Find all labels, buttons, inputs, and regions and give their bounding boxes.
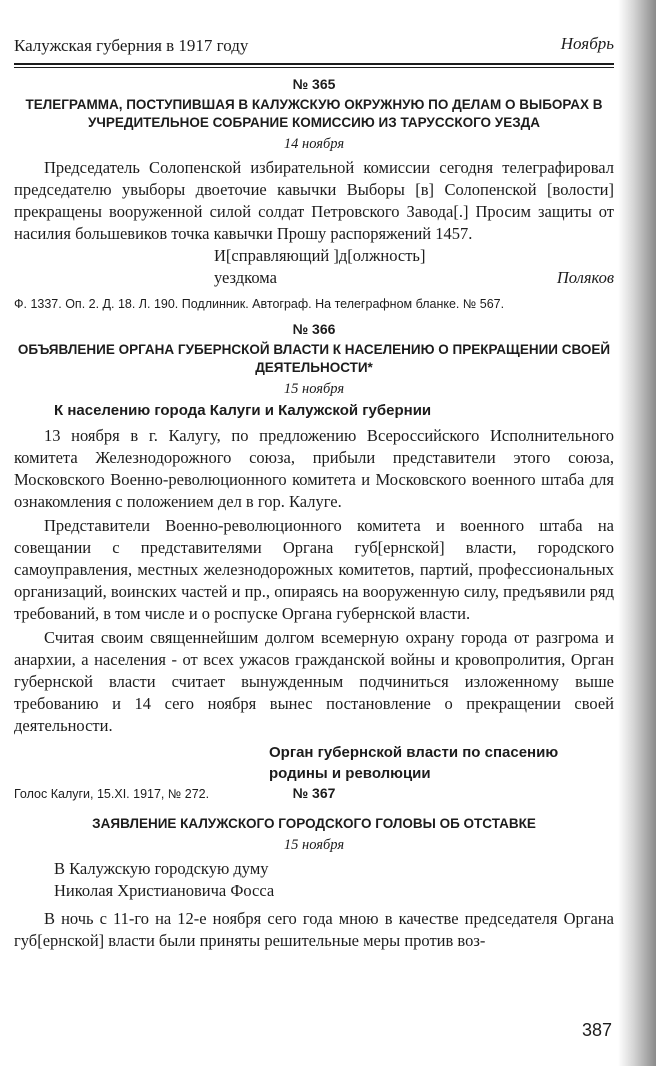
doc-title: ЗАЯВЛЕНИЕ КАЛУЖСКОГО ГОРОДСКОГО ГОЛОВЫ ОБ ОТСТАВКЕ [92, 816, 536, 831]
doc-paragraph: 13 ноября в г. Калугу, по предложению Всероссийского Исполнительного комитета Железнодорожного союза, прибыли представители этого союза, Московского Военно-революционного комитета и Московского военного штаба для ознакомления с положением дел в гор. Калуге. [14, 426, 614, 511]
archive-reference: Ф. 1337. Оп. 2. Д. 18. Л. 190. Подлинник. Автограф. На телеграфном бланке. № 567. [14, 297, 505, 311]
doc-number: № 366 [292, 321, 336, 337]
doc-number: № 365 [292, 76, 336, 92]
doc-paragraph: В ночь с 11-го на 12-е ноября сего года мною в качестве председателя Органа губ[ернской] власти были приняты решительные меры против воз- [14, 909, 614, 950]
running-title: Калужская губерния в 1917 году [14, 36, 249, 55]
facing-page-edge [618, 0, 656, 1066]
header-rule [14, 63, 614, 65]
signer-line: Орган губернской власти по спасению [269, 744, 559, 761]
doc-date: 15 ноября [283, 381, 345, 397]
doc-paragraph: Представители Военно-революционного комитета и военного штаба на совещании с представителями Органа губ[ернской] власти, городского самоуправления, местных железнодорожных комитетов, партий, профессиональных организаций, воинских частей и пр., опираясь на вооруженную силу, предъявили ряд требований, в том числе и о роспуске Органа губернской власти. [14, 516, 614, 623]
doc-paragraph: Считая своим священнейшим долгом всемерную охрану города от разгрома и анархии, а населения - от всех ужасов гражданской войны и кровопролития, Орган губернской власти считает вынужденным подчиниться изложенному выше требованию и 14 сего ноября вынес постановление о прекращении своей деятельности. [14, 628, 614, 735]
signature-title: И[справляющий ]д[олжность] [214, 246, 426, 265]
signature-org: уездкома [214, 268, 277, 287]
archive-reference: Голос Калуги, 15.XI. 1917, № 272. [14, 787, 210, 801]
doc-title: ОБЪЯВЛЕНИЕ ОРГАНА ГУБЕРНСКОЙ ВЛАСТИ К НАСЕЛЕНИЮ О ПРЕКРАЩЕНИИ СВОЕЙ ДЕЯТЕЛЬНОСТИ* [17, 342, 611, 375]
signature-name: Поляков [556, 268, 614, 287]
running-month: Ноябрь [560, 34, 614, 53]
doc-addressee: К населению города Калуги и Калужской губернии [54, 402, 432, 419]
doc-title: ТЕЛЕГРАММА, ПОСТУПИВШАЯ В КАЛУЖСКУЮ ОКРУЖНУЮ ПО ДЕЛАМ О ВЫБОРАХ В УЧРЕДИТЕЛЬНОЕ СОБРАНИЕ КОМИССИЮ ИЗ ТАРУССКОГО УЕЗДА [25, 97, 603, 130]
page-number: 387 [581, 1020, 612, 1040]
header-rule-thin [14, 67, 614, 68]
doc-date: 14 ноября [283, 136, 345, 152]
signer-line: родины и революции [269, 765, 431, 782]
source-row [14, 783, 614, 807]
doc-date: 15 ноября [283, 837, 345, 853]
running-header [14, 30, 614, 64]
signature-block [14, 245, 614, 289]
recipient-line: В Калужскую городскую думу [54, 859, 269, 878]
doc-number: № 367 [292, 785, 336, 801]
sender-line: Николая Христиановича Фосса [54, 881, 275, 900]
page-body [14, 70, 614, 952]
doc-paragraph: Председатель Солопенской избирательной комиссии сегодня телеграфировал председателю увыборы двоеточие кавычки Выборы [в] Солопенской [волости] прекращены вооруженной силой солдат Петровского Завода[.] Просим защиты от насилия большевиков точка кавычки Прошу распоряжений 1457. [14, 158, 614, 243]
